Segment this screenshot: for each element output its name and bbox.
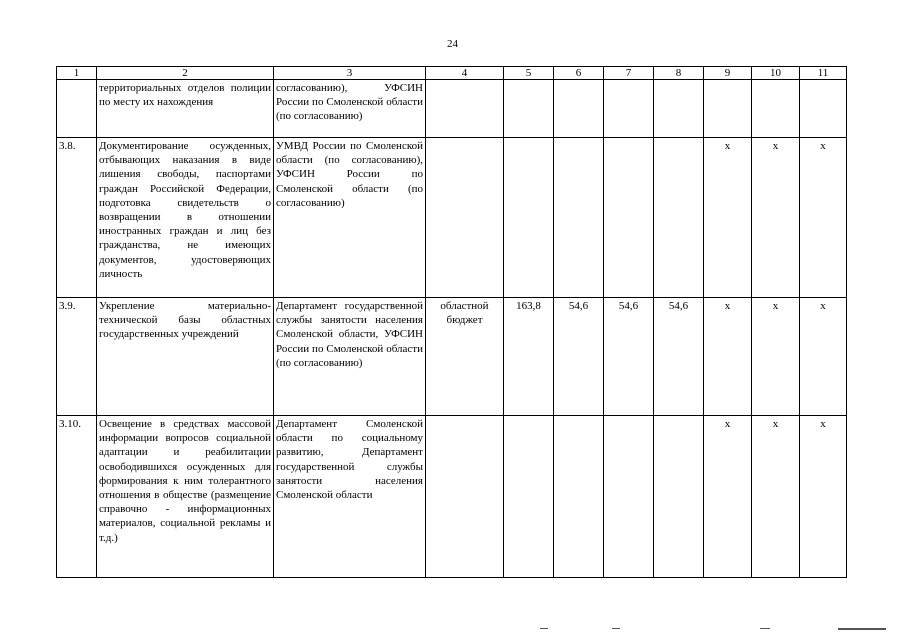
- table-row: [57, 80, 847, 138]
- funding-source: [426, 80, 504, 138]
- scan-mark: [540, 628, 548, 629]
- amount-year-2: [604, 138, 654, 298]
- activity-name: Освещение в средствах массовой информации вопросов социальной адаптации и реабилитации освободившихся осужденных для формирования к ним толерантного отношения в обществе (размещение справочно - информационных материалов, социальной рекламы и т.д.): [97, 416, 274, 578]
- mark-col-10: [752, 80, 800, 138]
- amount-year-1: [554, 416, 604, 578]
- header-cell: 1: [57, 67, 97, 80]
- amount-year-2: [604, 416, 654, 578]
- amount-year-1: 54,6: [554, 298, 604, 416]
- header-row: [57, 67, 847, 80]
- row-number: 3.8.: [57, 138, 97, 298]
- amount-total: [504, 80, 554, 138]
- amount-year-2: 54,6: [604, 298, 654, 416]
- activity-name: Укрепление материально-технической базы областных государственных учреждений: [97, 298, 274, 416]
- header-cell: 8: [654, 67, 704, 80]
- header-cell: 11: [800, 67, 847, 80]
- mark-col-10: x: [752, 298, 800, 416]
- header-cell: 5: [504, 67, 554, 80]
- header-cell: 6: [554, 67, 604, 80]
- funding-source: областной бюджет: [426, 298, 504, 416]
- header-cell: 2: [97, 67, 274, 80]
- scan-mark: [760, 628, 770, 629]
- amount-year-1: [554, 80, 604, 138]
- amount-year-1: [554, 138, 604, 298]
- amount-year-3: [654, 80, 704, 138]
- table-row: [57, 416, 847, 578]
- executor: Департамент Смоленской области по социальному развитию, Департамент государственной службы занятости населения Смоленской области: [274, 416, 426, 578]
- activity-name: территориальных отделов полиции по месту их нахождения: [97, 80, 274, 138]
- amount-total: [504, 416, 554, 578]
- executor: Департамент государственной службы занятости населения Смоленской области, УФСИН России по Смоленской области (по согласованию): [274, 298, 426, 416]
- funding-source: [426, 138, 504, 298]
- mark-col-11: [800, 80, 847, 138]
- header-cell: 3: [274, 67, 426, 80]
- amount-year-3: [654, 138, 704, 298]
- row-number: 3.9.: [57, 298, 97, 416]
- scan-mark: [838, 628, 886, 630]
- header-cell: 10: [752, 67, 800, 80]
- header-cell: 7: [604, 67, 654, 80]
- amount-year-3: [654, 416, 704, 578]
- scan-mark: [612, 628, 620, 629]
- amount-year-2: [604, 80, 654, 138]
- mark-col-9: x: [704, 416, 752, 578]
- mark-col-10: x: [752, 416, 800, 578]
- mark-col-9: [704, 80, 752, 138]
- executor: согласованию), УФСИН России по Смоленской области (по согласованию): [274, 80, 426, 138]
- header-cell: 4: [426, 67, 504, 80]
- mark-col-9: x: [704, 298, 752, 416]
- mark-col-9: x: [704, 138, 752, 298]
- mark-col-11: x: [800, 298, 847, 416]
- row-number: [57, 80, 97, 138]
- activity-name: Документирование осужденных, отбывающих наказания в виде лишения свободы, паспортами граждан Российской Федерации, подготовка свидетельств о возвращении в отношении иностранных граждан и лиц без гражданства, не имеющих документов, удостоверяющих личность: [97, 138, 274, 298]
- mark-col-10: x: [752, 138, 800, 298]
- program-table: [56, 66, 847, 578]
- mark-col-11: x: [800, 416, 847, 578]
- amount-total: [504, 138, 554, 298]
- mark-col-11: x: [800, 138, 847, 298]
- table-row: [57, 298, 847, 416]
- table-row: [57, 138, 847, 298]
- amount-total: 163,8: [504, 298, 554, 416]
- page-number: 24: [447, 38, 458, 50]
- executor: УМВД России по Смоленской области (по согласованию), УФСИН России по Смоленской области (по согласованию): [274, 138, 426, 298]
- funding-source: [426, 416, 504, 578]
- header-cell: 9: [704, 67, 752, 80]
- row-number: 3.10.: [57, 416, 97, 578]
- amount-year-3: 54,6: [654, 298, 704, 416]
